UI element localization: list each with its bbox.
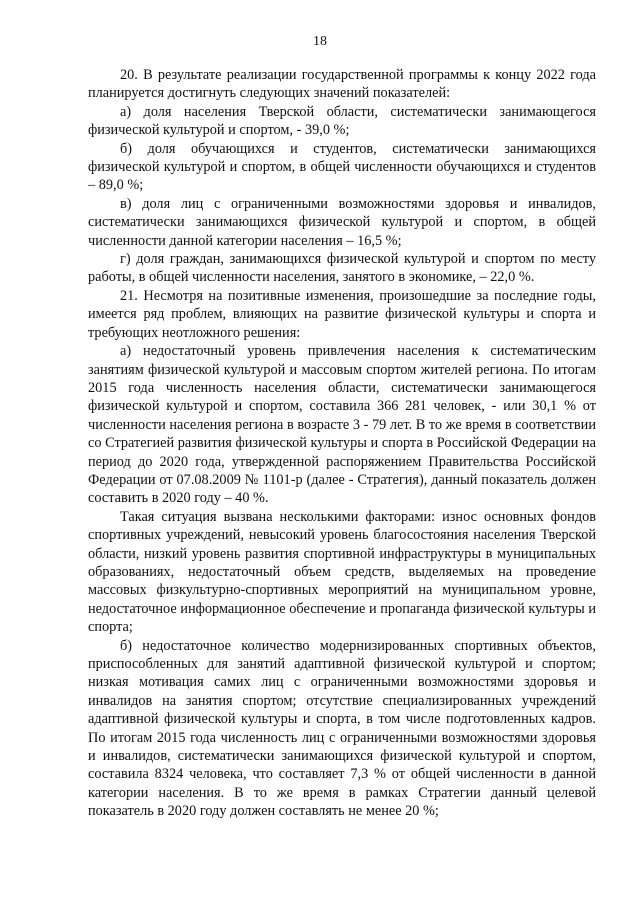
page-number: 18 <box>313 34 327 49</box>
paragraph-20-d: г) доля граждан, занимающихся физической культурой и спортом по месту работы, в общей численности населения, занятого в экономике, – 22,0 %. <box>88 251 596 286</box>
paragraph-20-intro: 20. В результате реализации государственной программы к концу 2022 года планируется достигнуть следующих значений показателей: <box>88 67 596 102</box>
paragraph-21-a: а) недостаточный уровень привлечения населения к систематическим занятиям физической культурой и массовым спортом жителей региона. По итогам 2015 года численность населения области, систематически занимающегося физической культурой и спортом, составила 366 281 человек, - или 30,1 % от численности населения региона в возрасте 3 - 79 лет. В то же время в соответствии со Стратегией развития физической культуры и спорта в Российской Федерации на период до 2020 года, утвержденной распоряжением Правительства Российской Федерации от 07.08.2009 № 1101-р (далее - Стратегия), данный показатель должен составить в 2020 году – 40 %. <box>88 343 596 507</box>
paragraph-20-b: б) доля обучающихся и студентов, систематически занимающихся физической культурой и спортом, в общей численности обучающихся и студентов – 89,0 %; <box>88 140 596 194</box>
paragraph-21-intro: 21. Несмотря на позитивные изменения, произошедшие за последние годы, имеется ряд проблем, влияющих на развитие физической культуры и спорта и требующих неотложного решения: <box>88 287 596 341</box>
paragraph-21-b: б) недостаточное количество модернизированных спортивных объектов, приспособленных для занятий адаптивной физической культурой и спортом; низкая мотивация самих лиц с ограниченными возможностями здоровья и инвалидов на занятия спортом; отсутствие специализированных учреждений адаптивной физической культуры и спорта, в том числе подготовленных кадров. По итогам 2015 года численность лиц с ограниченными возможностями здоровья и инвалидов, систематически занимающихся физической культурой и спортом, составила 8324 человека, что составляет 7,3 % от общей численности в данной категории населения. В то же время в рамках Стратегии данный целевой показатель в 2020 году должен составлять не менее 20 %; <box>88 637 596 820</box>
paragraph-20-a: а) доля населения Тверской области, систематически занимающегося физической культурой и спортом, - 39,0 %; <box>88 103 596 139</box>
document-body <box>88 66 596 821</box>
paragraph-20-c: в) доля лиц с ограниченными возможностями здоровья и инвалидов, систематически занимающихся физической культурой и спортом, в общей численности данной категории населения – 16,5 %; <box>88 195 596 249</box>
paragraph-21-factors: Такая ситуация вызвана несколькими факторами: износ основных фондов спортивных учреждений, невысокий уровень благосостояния населения Тверской области, низкий уровень развития спортивной инфраструктуры в муниципальных образованиях, недостаточный объем средств, выделяемых на проведение массовых физкультурно-спортивных мероприятий на муниципальном уровне, недостаточное информационное обеспечение и пропаганда физической культуры и спорта; <box>88 508 596 636</box>
